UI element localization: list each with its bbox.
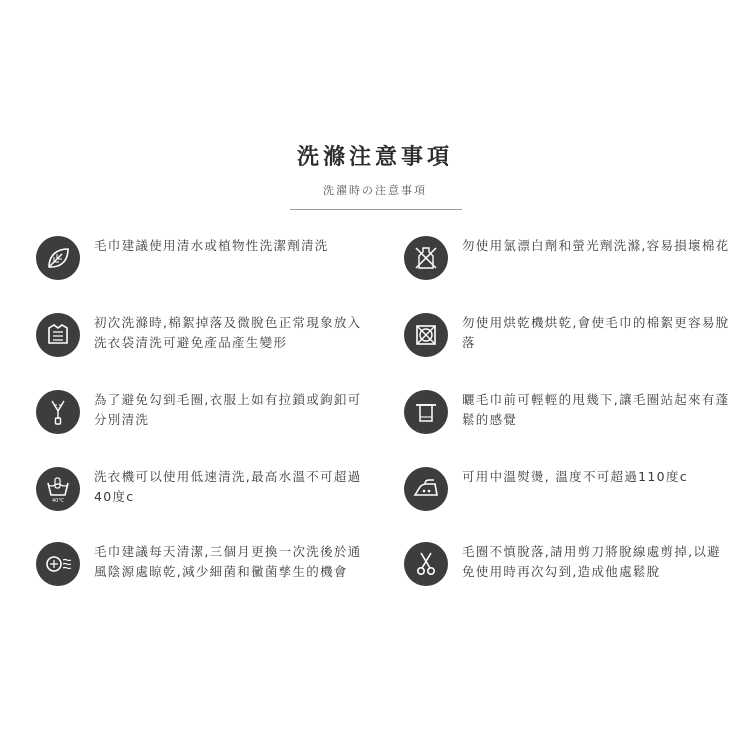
care-item-ironing: [404, 467, 734, 527]
care-item-text: 毛巾建議使用清水或植物性洗潔劑清洗: [94, 238, 329, 253]
care-item-plant-detergent: [36, 236, 366, 296]
towel-hang-icon: [404, 390, 448, 434]
page-subtitle: 洗濯時の注意事項: [323, 184, 427, 197]
laundry-bag-icon: [36, 313, 80, 357]
care-item-text: 洗衣機可以使用低速清洗,最高水溫不可超過40度c: [94, 469, 362, 504]
wash-temperature-label: 40℃: [52, 498, 64, 504]
care-item-no-bleach: [404, 236, 734, 296]
leaf-icon: [36, 236, 80, 280]
care-item-text: 毛巾建議每天清潔,三個月更換一次洗後於通風陰源處晾乾,減少細菌和黴菌孳生的機會: [94, 544, 362, 579]
care-item-ventilated-drying: [36, 542, 366, 602]
airflow-drying-icon: [36, 542, 80, 586]
care-item-laundry-bag: [36, 313, 366, 373]
title-divider: [290, 209, 462, 210]
care-item-text: 勿使用烘乾機烘乾,會使毛巾的棉絮更容易脫落: [462, 315, 730, 350]
care-item-shake-towel: [404, 390, 734, 450]
page-title: 洗滌注意事項: [296, 145, 453, 170]
care-item-text: 為了避免勾到毛圈,衣服上如有拉鎖或鉤釦可分別清洗: [94, 392, 362, 427]
care-item-text: 勿使用氯漂白劑和螢光劑洗滌,容易損壞棉花: [462, 238, 730, 253]
iron-medium-icon: [404, 467, 448, 511]
care-item-text: 毛圈不慎脫落,請用剪刀將脫線處剪掉,以避免使用時再次勾到,造成他處鬆脫: [462, 544, 721, 579]
care-item-text: 曬毛巾前可輕輕的甩幾下,讓毛圈站起來有蓬鬆的感覺: [462, 392, 730, 427]
care-item-no-tumble-dry: [404, 313, 734, 373]
care-item-machine-wash: [36, 467, 366, 527]
care-item-zipper: [36, 390, 366, 450]
care-item-text: 可用中溫熨燙, 溫度不可超過110度c: [462, 469, 688, 484]
no-tumble-dry-icon: [404, 313, 448, 357]
wash-40-icon: [36, 467, 80, 511]
scissors-icon: [404, 542, 448, 586]
care-item-text: 初次洗滌時,棉絮掉落及微脫色正常現象放入洗衣袋清洗可避免產品產生變形: [94, 315, 362, 350]
zipper-icon: [36, 390, 80, 434]
no-bleach-icon: [404, 236, 448, 280]
care-item-trim-loops: [404, 542, 734, 602]
